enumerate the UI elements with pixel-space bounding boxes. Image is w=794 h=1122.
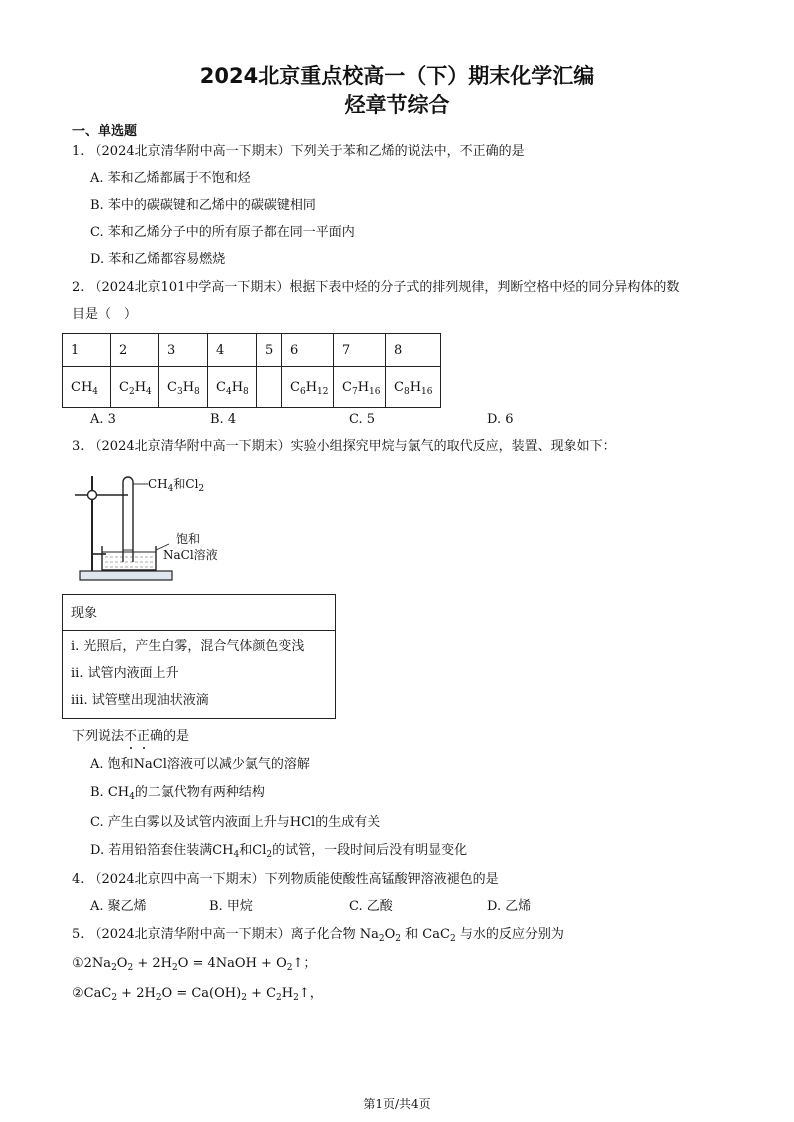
q1-option-a[interactable]: A. 苯和乙烯都属于不饱和烃 xyxy=(90,171,251,186)
q2-option-d[interactable]: D. 6 xyxy=(487,412,514,427)
q1-option-c[interactable]: C. 苯和乙烯分子中的所有原子都在同一平面内 xyxy=(90,225,355,240)
hydrocarbon-table xyxy=(62,333,441,408)
q3-option-c[interactable]: C. 产生白雾以及试管内液面上升与HCl的生成有关 xyxy=(90,815,381,830)
section-heading: 一、单选题 xyxy=(72,124,138,139)
page-footer: 第1页/共4页 xyxy=(363,1097,431,1111)
table-cell: 7 xyxy=(334,334,386,367)
q2-option-b[interactable]: B. 4 xyxy=(210,412,237,427)
equation-2: ②CaC$_2$ + $2H_2O = Ca(OH)_2$ + $C_2H_2↑$， xyxy=(72,986,323,1003)
table-cell: 6 xyxy=(282,334,334,367)
table-cell: 3 xyxy=(159,334,208,367)
question-3-stem: 3. （2024北京清华附中高一下期末）实验小组探究甲烷与氯气的取代反应，装置、现象如下： xyxy=(72,439,616,454)
clamp-knob xyxy=(88,491,97,500)
phenomenon-1: i. 光照后，产生白雾，混合气体颜色变浅 xyxy=(71,639,305,654)
table-row xyxy=(63,367,441,408)
page-title: 2024北京重点校高一（下）期末化学汇编 xyxy=(199,64,595,88)
blank-cell xyxy=(257,367,282,408)
table-cell: 4 xyxy=(208,334,257,367)
formula-cell: $C_6H_{12}$ xyxy=(282,367,334,408)
q4-option-a[interactable]: A. 聚乙烯 xyxy=(90,899,147,914)
gas-label: $CH_4$和$Cl_2$ xyxy=(148,477,205,494)
phenomenon-3: iii. 试管壁出现油状液滴 xyxy=(71,693,209,708)
formula-cell: $C_2H_4$ xyxy=(111,367,159,408)
q2-option-c[interactable]: C. 5 xyxy=(349,412,376,427)
formula-cell: $C_4H_8$ xyxy=(208,367,257,408)
table-row xyxy=(63,631,336,719)
question-2-stem: 2. （2024北京101中学高一下期末）根据下表中烃的分子式的排列规律，判断空格中烃的同分异构体的数 xyxy=(72,280,680,295)
stand-base xyxy=(80,571,172,580)
equation-1: $①2Na_2O_2 + 2H_2O$ = 4NaOH + $O_2↑$； xyxy=(72,956,317,973)
q1-option-d[interactable]: D. 苯和乙烯都容易燃烧 xyxy=(90,252,226,267)
formula-cell: $C_8H_{16}$ xyxy=(386,367,441,408)
table-cell: 2 xyxy=(111,334,159,367)
table-row xyxy=(63,595,336,631)
q3-option-a[interactable]: A. 饱和NaCl溶液可以减少氯气的溶解 xyxy=(90,757,310,772)
question-3-prompt: 下列说法不正确的是 xyxy=(72,729,190,744)
table-cell: 5 xyxy=(257,334,282,367)
test-tube xyxy=(123,477,133,562)
q1-option-b[interactable]: B. 苯中的碳碳键和乙烯中的碳碳键相同 xyxy=(90,198,316,213)
table-cell: 8 xyxy=(386,334,441,367)
formula-cell: $CH_4$ xyxy=(63,367,111,408)
table-header-cell: 现象 xyxy=(63,595,336,631)
table-row xyxy=(63,334,441,367)
table-cell: 1 xyxy=(63,334,111,367)
phenomena-table xyxy=(62,594,336,719)
phenomenon-2: ii. 试管内液面上升 xyxy=(71,666,179,681)
question-5-stem: 5. （2024北京清华附中高一下期末）离子化合物 $Na_2O_2$ 和 CaC$_2$ 与水的反应分别为 xyxy=(72,927,564,944)
table-cell xyxy=(63,631,336,719)
formula-cell: $C_7H_{16}$ xyxy=(334,367,386,408)
q3-option-d[interactable]: D. 若用铅箔套住装满$CH_4$和$Cl_2$的试管，一段时间后没有明显变化 xyxy=(90,843,468,860)
q2-option-a[interactable]: A. 3 xyxy=(90,412,116,427)
question-2-stem-cont: 目是（ ） xyxy=(72,307,138,322)
q4-option-c[interactable]: C. 乙酸 xyxy=(349,899,393,914)
solution-label: NaCl溶液 xyxy=(163,548,218,562)
page-subtitle: 烃章节综合 xyxy=(344,93,450,117)
q3-option-b[interactable]: B. $CH_4$的二氯代物有两种结构 xyxy=(90,785,265,802)
question-1-stem: 1. （2024北京清华附中高一下期末）下列关于苯和乙烯的说法中，不正确的是 xyxy=(72,144,525,159)
saturated-label: 饱和 xyxy=(176,532,201,546)
q4-option-d[interactable]: D. 乙烯 xyxy=(487,899,532,914)
question-4-stem: 4. （2024北京四中高一下期末）下列物质能使酸性高锰酸钾溶液褪色的是 xyxy=(72,872,499,887)
formula-cell: $C_3H_8$ xyxy=(159,367,208,408)
q4-option-b[interactable]: B. 甲烷 xyxy=(209,899,253,914)
